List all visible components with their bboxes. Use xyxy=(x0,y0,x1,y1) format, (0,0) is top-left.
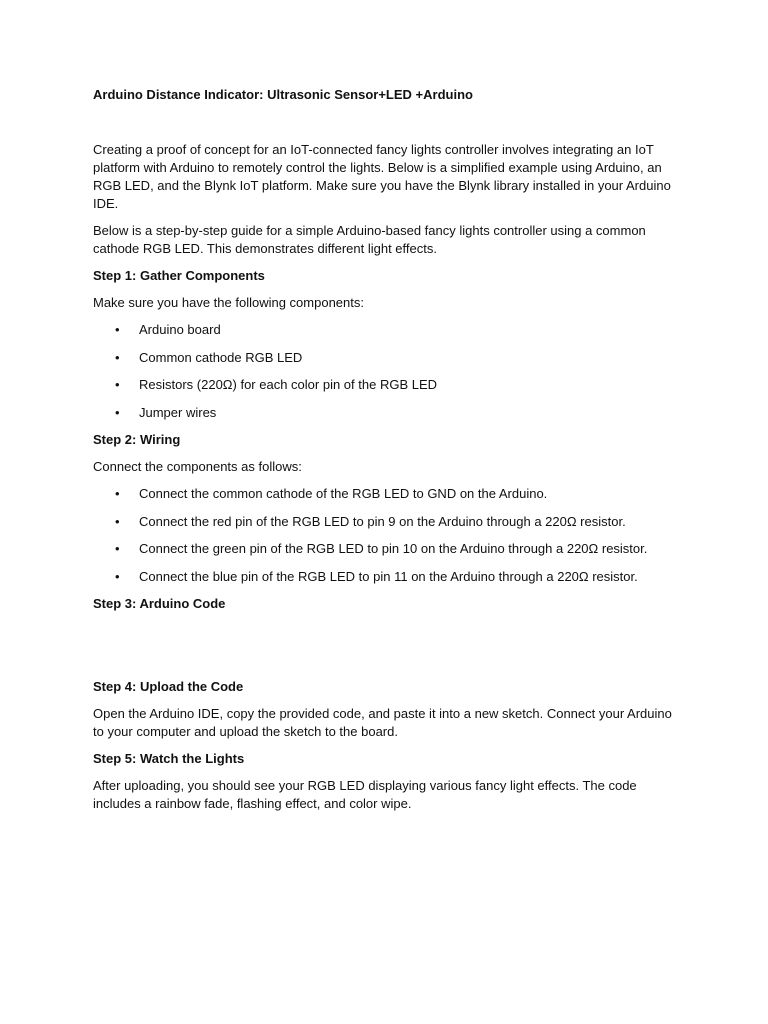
step5-body: After uploading, you should see your RGB LED displaying various fancy light effects. The code includes a rainbow fade, flashing effect, and color wipe. xyxy=(93,778,637,811)
step4-heading: Step 4: Upload the Code xyxy=(93,679,244,694)
guide-intro-paragraph: Below is a step-by-step guide for a simple Arduino-based fancy lights controller using a common cathode RGB LED. This demonstrates different light effects. xyxy=(93,223,646,256)
step2-heading: Step 2: Wiring xyxy=(93,432,181,447)
list-item xyxy=(93,485,678,503)
document-title: Arduino Distance Indicator: Ultrasonic Sensor+LED +Arduino xyxy=(93,87,473,102)
step3-heading: Step 3: Arduino Code xyxy=(93,596,226,611)
list-item xyxy=(93,540,678,558)
step1-lead: Make sure you have the following components: xyxy=(93,295,364,310)
code-placeholder-space xyxy=(93,622,678,678)
step4-body: Open the Arduino IDE, copy the provided code, and paste it into a new sketch. Connect your Arduino to your computer and upload the sketch to the board. xyxy=(93,706,672,739)
list-item xyxy=(93,513,678,531)
bullet-icon: • xyxy=(115,377,120,392)
document-body xyxy=(93,86,678,822)
bullet-icon: • xyxy=(115,568,120,584)
list-item xyxy=(93,376,678,394)
list-item xyxy=(93,349,678,367)
list-item xyxy=(93,321,678,339)
list-item-text: Resistors (220Ω) for each color pin of the RGB LED xyxy=(139,377,438,392)
list-item xyxy=(93,404,678,422)
step1-heading: Step 1: Gather Components xyxy=(93,268,265,283)
bullet-icon: • xyxy=(115,513,120,529)
wiring-list xyxy=(93,485,678,586)
list-item-text: Common cathode RGB LED xyxy=(139,349,303,365)
list-item-text: Arduino board xyxy=(139,322,221,337)
step2-lead: Connect the components as follows: xyxy=(93,459,302,474)
components-list xyxy=(93,321,678,422)
list-item-text: Connect the common cathode of the RGB LED to GND on the Arduino. xyxy=(139,486,548,501)
list-item-text: Connect the blue pin of the RGB LED to pin 11 on the Arduino through a 220Ω resistor. xyxy=(139,568,638,584)
list-item-text: Connect the green pin of the RGB LED to pin 10 on the Arduino through a 220Ω resistor. xyxy=(139,541,648,556)
list-item-text: Connect the red pin of the RGB LED to pin 9 on the Arduino through a 220Ω resistor. xyxy=(139,513,626,529)
step5-heading: Step 5: Watch the Lights xyxy=(93,751,245,766)
bullet-icon: • xyxy=(115,541,120,556)
intro-paragraph: Creating a proof of concept for an IoT-connected fancy lights controller involves integrating an IoT platform with Arduino to remotely control the lights. Below is a simplified example using Arduino, an RGB LED, and the Blynk IoT platform. Make sure you have the Blynk library installed in your Arduino IDE. xyxy=(93,142,671,211)
bullet-icon: • xyxy=(115,486,120,501)
bullet-icon: • xyxy=(115,404,120,420)
list-item xyxy=(93,568,678,586)
bullet-icon: • xyxy=(115,322,120,337)
list-item-text: Jumper wires xyxy=(139,404,217,420)
bullet-icon: • xyxy=(115,349,120,365)
